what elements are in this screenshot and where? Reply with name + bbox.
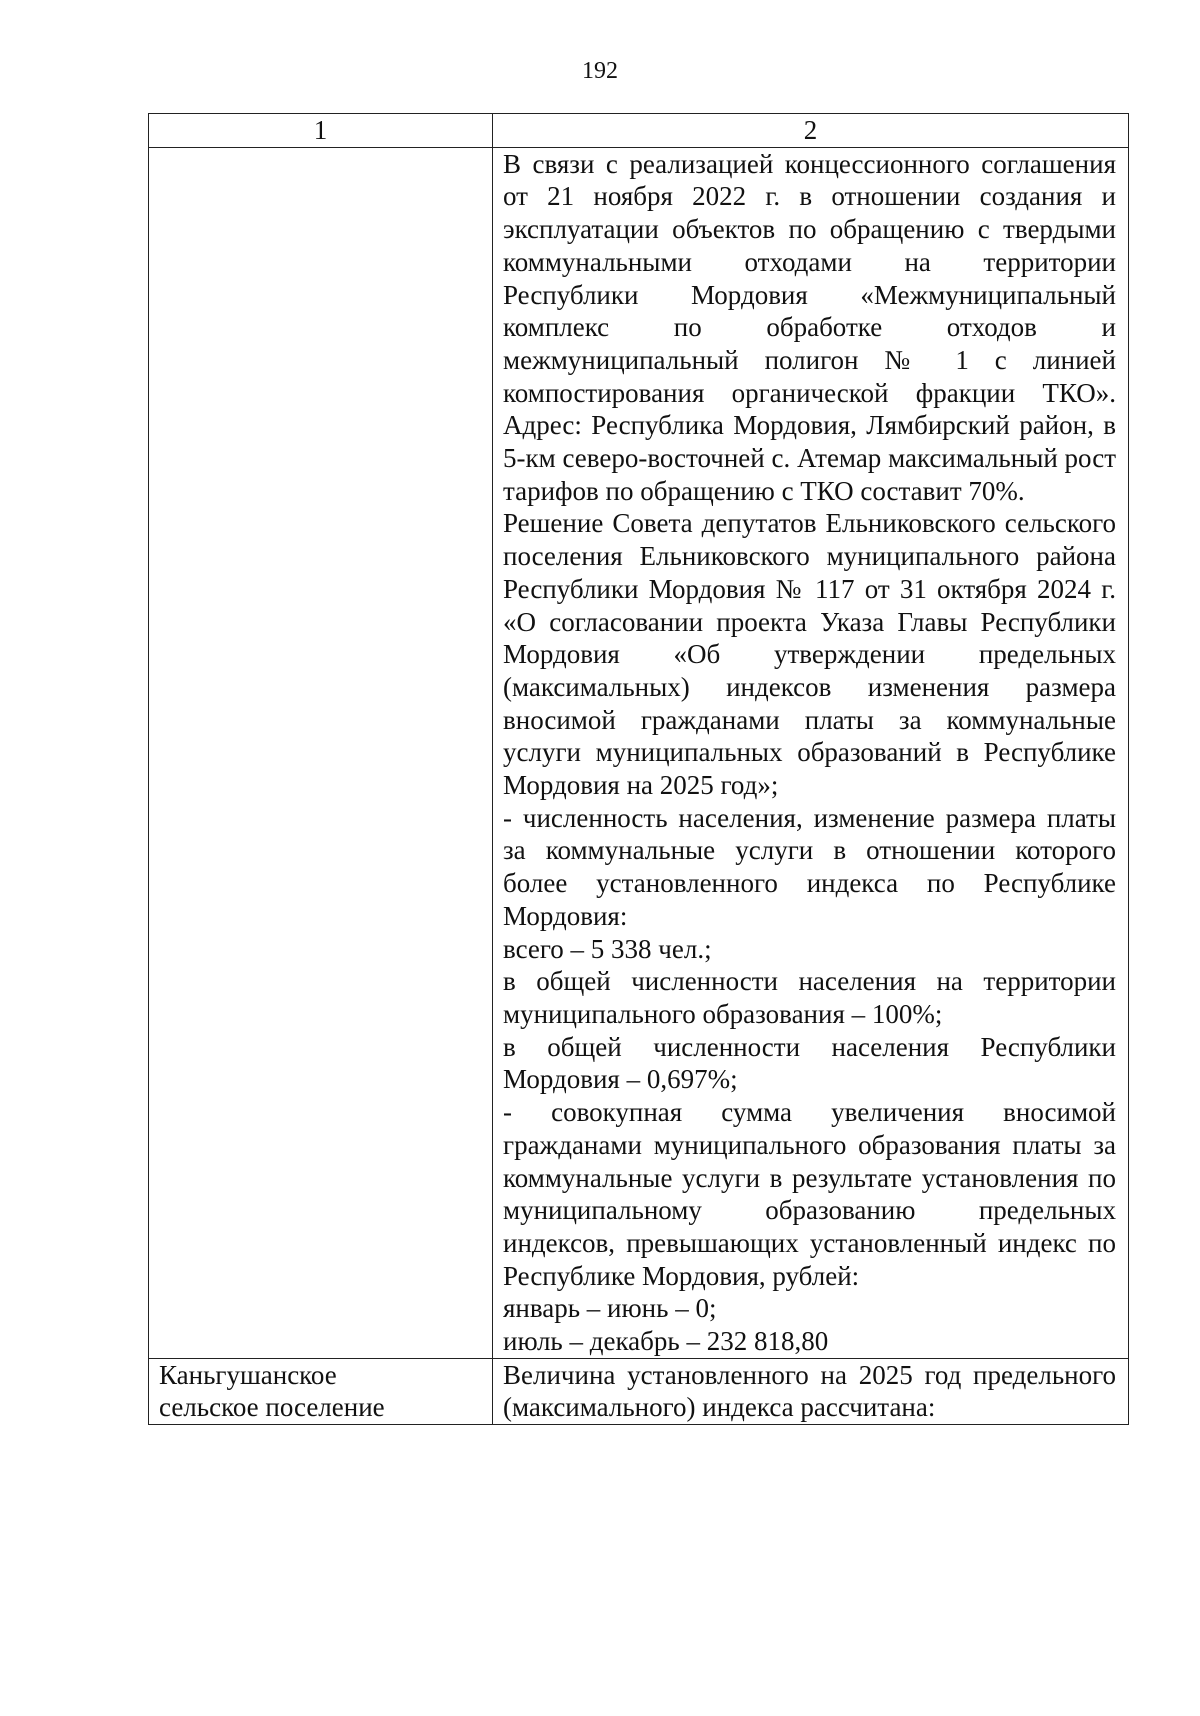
table-row [149,1358,1129,1424]
settlement-name-cell [149,1358,493,1424]
council-decision-paragraph: Решение Совета депутатов Ельниковского сельского поселения Ельниковского муниципального района Республики Мордовия № 117 от 31 октября 2024 г. «О согласовании проекта Указа Главы Республики Мордовия «Об утверждении предельных (максимальных) индексов изменения размера вносимой гражданами платы за коммунальные услуги муниципальных образований в Республике Мордовия на 2025 год»; [503,508,1116,801]
settlement-name-line-1: Каньгушанское [159,1359,337,1390]
page-number: 192 [582,58,618,84]
concession-paragraph: В связи с реализацией концессионного соглашения от 21 ноября 2022 г. в отношении создания и эксплуатации объектов по обращению с твердыми коммунальными отходами на территории Республики Мордовия «Межмуниципальный комплекс по обработке отходов и межмуниципальный полигон № 1 с линией компостирования органической фракции ТКО». Адрес: Республика Мордовия, Лямбирский район, в 5-км северо-восточней с. Атемар максимальный рост тарифов по обращению с ТКО составит 70%. [503,148,1116,506]
description-cell [493,147,1129,1358]
table-row [149,147,1129,1358]
population-paragraph: - численность населения, изменение размера платы за коммунальные услуги в отношении которого более установленного индекса по Республике Мордовия: [503,802,1116,931]
header-cell-2: 2 [493,114,1129,148]
total-increase-paragraph: - совокупная сумма увеличения вносимой гражданами муниципального образования платы за коммунальные услуги в результате установления по муниципальному образованию предельных индексов, превышающих установленный индекс по Республике Мордовия, рублей: [503,1097,1116,1291]
population-share-republic: в общей численности населения Республики Мордовия – 0,697%; [503,1031,1116,1095]
table-header-row [149,114,1129,148]
settlement-name-line-2: сельское поселение [159,1392,385,1423]
header-cell-1: 1 [149,114,493,148]
population-total: всего – 5 338 чел.; [503,933,712,964]
increase-jan-jun: январь – июнь – 0; [503,1293,717,1324]
document-table [148,113,1129,1425]
description-cell [493,1358,1129,1424]
settlement-name-cell [149,147,493,1358]
increase-jul-dec: июль – декабрь – 232 818,80 [503,1326,829,1357]
population-share-municipal: в общей численности населения на территории муниципального образования – 100%; [503,966,1116,1029]
index-calculation-paragraph: Величина установленного на 2025 год предельного (максимального) индекса рассчитана: [503,1359,1116,1423]
